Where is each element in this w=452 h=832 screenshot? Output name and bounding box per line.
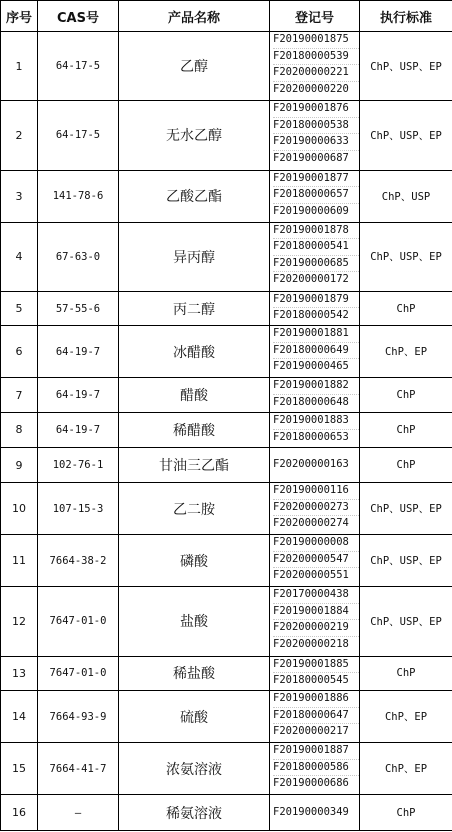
registration-no: F20190000349 [273, 805, 349, 818]
registration-no-cell [270, 535, 360, 587]
table-row [1, 291, 452, 326]
registration-no: F20190000633 [273, 134, 359, 151]
cas-no-cell: — [38, 795, 119, 831]
cas-no-cell: 141-78-6 [38, 170, 119, 222]
product-name-cell: 异丙醇 [119, 222, 270, 291]
header-registration-no: 登记号 [270, 1, 360, 32]
table-row [1, 413, 452, 448]
header-standard: 执行标准 [360, 1, 452, 32]
product-name-cell: 冰醋酸 [119, 326, 270, 378]
registration-no: F20200000217 [273, 725, 349, 738]
registration-no: F20190001879 [273, 292, 359, 309]
registration-no: F20180000541 [273, 239, 359, 256]
registration-no: F20190000008 [273, 535, 359, 552]
product-name-cell: 丙二醇 [119, 291, 270, 326]
registration-no: F20200000172 [273, 273, 349, 286]
table-row [1, 483, 452, 535]
registration-no: F20180000545 [273, 674, 349, 687]
standard-cell: ChP、USP、EP [360, 101, 452, 170]
cas-no-cell: 64-17-5 [38, 32, 119, 101]
product-name-cell: 盐酸 [119, 587, 270, 656]
registration-no: F20190001886 [273, 691, 359, 708]
table-row [1, 535, 452, 587]
registration-no: F20190001877 [273, 171, 359, 188]
registration-no: F20190001887 [273, 743, 359, 760]
table-row [1, 222, 452, 291]
serial-no-cell: 9 [1, 447, 38, 483]
registration-no: F20180000538 [273, 118, 359, 135]
table-row [1, 101, 452, 170]
registration-no-cell [270, 587, 360, 656]
header-serial-no: 序号 [1, 1, 38, 32]
product-name-cell: 稀盐酸 [119, 656, 270, 691]
table-row [1, 795, 452, 831]
standard-cell: ChP [360, 656, 452, 691]
registration-no-cell [270, 170, 360, 222]
cas-no-cell: 57-55-6 [38, 291, 119, 326]
product-name-cell: 稀氨溶液 [119, 795, 270, 831]
product-name-cell: 无水乙醇 [119, 101, 270, 170]
registration-no: F20200000274 [273, 517, 349, 530]
cas-no-cell: 64-19-7 [38, 326, 119, 378]
registration-no: F20190001878 [273, 223, 359, 240]
registration-no-cell [270, 743, 360, 795]
registration-no: F20190001884 [273, 604, 359, 621]
registration-no: F20180000653 [273, 430, 349, 443]
registration-no: F20180000657 [273, 187, 359, 204]
table-body [1, 32, 452, 831]
table-row [1, 32, 452, 101]
cas-no-cell: 67-63-0 [38, 222, 119, 291]
standard-cell: ChP、EP [360, 743, 452, 795]
registration-no-cell [270, 413, 360, 448]
header-cas-no: CAS号 [38, 1, 119, 32]
registration-no-cell [270, 326, 360, 378]
registration-no: F20190001881 [273, 326, 359, 343]
product-name-cell: 甘油三乙酯 [119, 447, 270, 483]
product-name-cell: 乙醇 [119, 32, 270, 101]
serial-no-cell: 4 [1, 222, 38, 291]
registration-no-cell [270, 378, 360, 413]
standard-cell: ChP、USP、EP [360, 535, 452, 587]
registration-no: F20190000685 [273, 256, 359, 273]
cas-no-cell: 7647-01-0 [38, 587, 119, 656]
registration-no: F20190001876 [273, 101, 359, 118]
cas-no-cell: 7647-01-0 [38, 656, 119, 691]
registration-no: F20190000116 [273, 483, 359, 500]
serial-no-cell: 11 [1, 535, 38, 587]
product-name-cell: 硫酸 [119, 691, 270, 743]
registration-no: F20190001882 [273, 378, 359, 395]
table-header-row [1, 1, 452, 32]
registration-no: F20180000542 [273, 309, 349, 322]
table-row [1, 170, 452, 222]
registration-no-cell [270, 32, 360, 101]
registration-no: F20200000163 [273, 458, 349, 471]
registration-no-cell [270, 222, 360, 291]
registration-no: F20190001883 [273, 413, 359, 430]
registration-no: F20200000221 [273, 65, 359, 82]
standard-cell: ChP、USP [360, 170, 452, 222]
header-product-name: 产品名称 [119, 1, 270, 32]
table-row [1, 447, 452, 483]
table-row [1, 326, 452, 378]
product-name-cell: 浓氨溶液 [119, 743, 270, 795]
standard-cell: ChP [360, 795, 452, 831]
standard-cell: ChP、USP、EP [360, 483, 452, 535]
serial-no-cell: 14 [1, 691, 38, 743]
registration-no: F20190000609 [273, 204, 349, 217]
cas-no-cell: 64-19-7 [38, 413, 119, 448]
standard-cell: ChP、USP、EP [360, 587, 452, 656]
registration-no: F20200000273 [273, 500, 359, 517]
cas-no-cell: 107-15-3 [38, 483, 119, 535]
product-name-cell: 磷酸 [119, 535, 270, 587]
registration-no: F20180000648 [273, 395, 349, 408]
registration-no-cell [270, 101, 360, 170]
serial-no-cell: 3 [1, 170, 38, 222]
registration-no: F20190001885 [273, 657, 359, 674]
standard-cell: ChP [360, 447, 452, 483]
registration-no: F20200000218 [273, 637, 349, 650]
table-row [1, 656, 452, 691]
serial-no-cell: 12 [1, 587, 38, 656]
standard-cell: ChP [360, 413, 452, 448]
serial-no-cell: 5 [1, 291, 38, 326]
serial-no-cell: 15 [1, 743, 38, 795]
serial-no-cell: 16 [1, 795, 38, 831]
registration-no: F20200000220 [273, 82, 349, 95]
serial-no-cell: 7 [1, 378, 38, 413]
table-row [1, 587, 452, 656]
registration-no: F20200000219 [273, 620, 359, 637]
registration-no: F20200000551 [273, 569, 349, 582]
standard-cell: ChP [360, 291, 452, 326]
table-row [1, 743, 452, 795]
registration-no: F20200000547 [273, 552, 359, 569]
registration-no-cell [270, 795, 360, 831]
cas-no-cell: 7664-93-9 [38, 691, 119, 743]
registration-no: F20170000438 [273, 587, 359, 604]
serial-no-cell: 6 [1, 326, 38, 378]
cas-no-cell: 7664-41-7 [38, 743, 119, 795]
registration-no-cell [270, 656, 360, 691]
registration-no: F20180000539 [273, 49, 359, 66]
serial-no-cell: 13 [1, 656, 38, 691]
table-row [1, 378, 452, 413]
cas-no-cell: 7664-38-2 [38, 535, 119, 587]
cas-no-cell: 64-17-5 [38, 101, 119, 170]
registration-no: F20180000647 [273, 708, 359, 725]
serial-no-cell: 10 [1, 483, 38, 535]
serial-no-cell: 2 [1, 101, 38, 170]
registration-no-cell [270, 447, 360, 483]
product-name-cell: 稀醋酸 [119, 413, 270, 448]
registration-no: F20190000686 [273, 777, 349, 790]
product-name-cell: 乙二胺 [119, 483, 270, 535]
product-name-cell: 乙酸乙酯 [119, 170, 270, 222]
registration-no: F20190001875 [273, 32, 359, 49]
product-name-cell: 醋酸 [119, 378, 270, 413]
standard-cell: ChP、USP、EP [360, 32, 452, 101]
serial-no-cell: 1 [1, 32, 38, 101]
standard-cell: ChP、EP [360, 326, 452, 378]
standard-cell: ChP、EP [360, 691, 452, 743]
registration-no: F20190000465 [273, 360, 349, 373]
registration-no: F20180000649 [273, 343, 359, 360]
serial-no-cell: 8 [1, 413, 38, 448]
registration-no: F20180000586 [273, 760, 359, 777]
registration-no-cell [270, 291, 360, 326]
table-row [1, 691, 452, 743]
cas-no-cell: 64-19-7 [38, 378, 119, 413]
registration-no: F20190000687 [273, 151, 349, 164]
standard-cell: ChP [360, 378, 452, 413]
standard-cell: ChP、USP、EP [360, 222, 452, 291]
registration-no-cell [270, 691, 360, 743]
registration-no-cell [270, 483, 360, 535]
cas-no-cell: 102-76-1 [38, 447, 119, 483]
